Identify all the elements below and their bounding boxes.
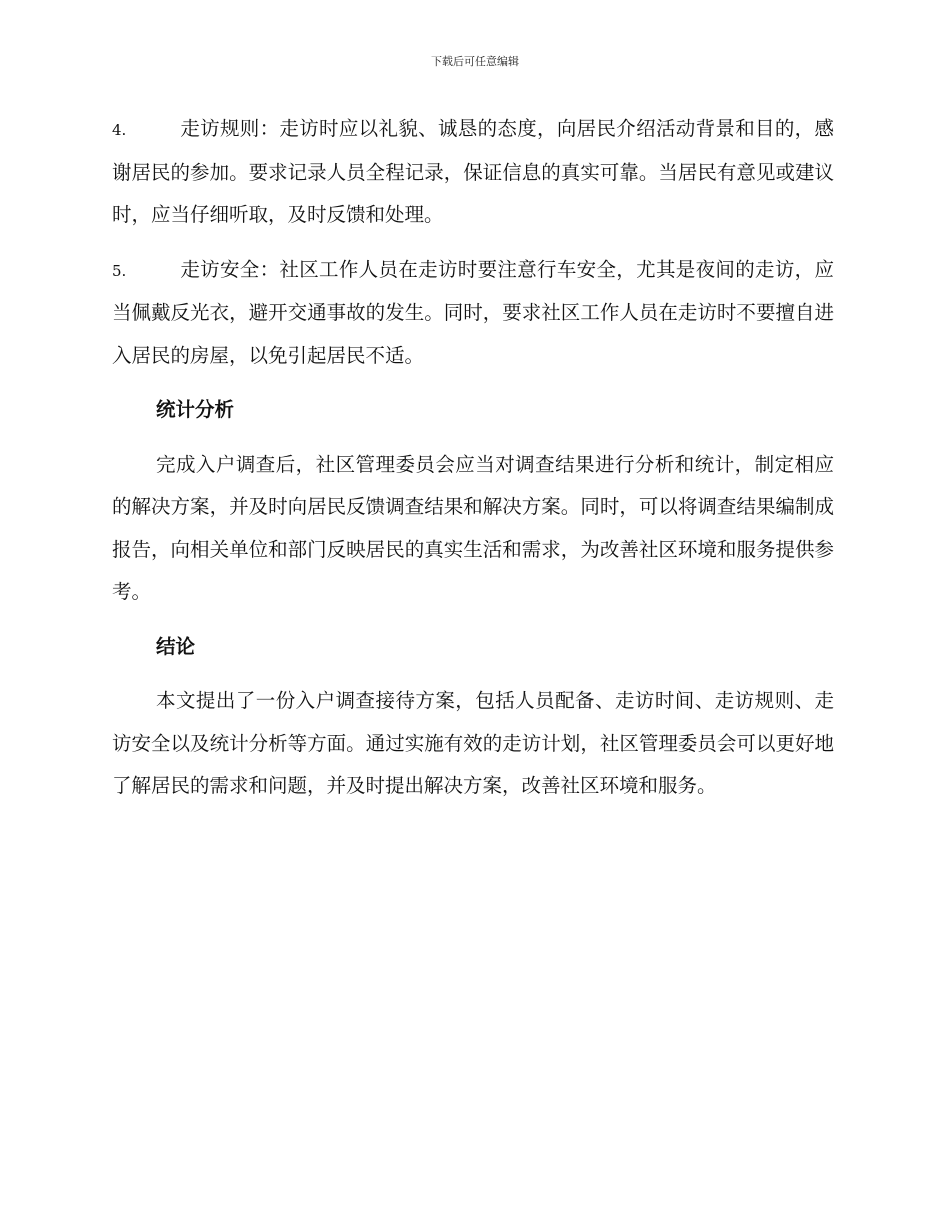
section-heading: 统计分析 [156, 398, 235, 421]
section-heading: 结论 [156, 634, 196, 658]
list-item-number: 4. [112, 121, 127, 139]
section-paragraph: 完成入户调查后，社区管理委员会应当对调查结果进行分析和统计，制定相应的解决方案，并及时向居民反馈调查结果和解决方案。同时，可以将调查结果编制成报告，向相关单位和部门反映居民的真实生活和需求，为改善社区环境和服务提供参考。 [112, 452, 834, 603]
list-item-number: 5. [112, 261, 127, 280]
list-item-text: 走访规则：走访时应以礼貌、诚恳的态度，向居民介绍活动背景和目的，感谢居民的参加。要求记录人员全程记录，保证信息的真实可靠。当居民有意见或建议时，应当仔细听取，及时反馈和处理。 [112, 117, 834, 226]
list-item [112, 249, 834, 378]
list-item [112, 108, 834, 237]
section-paragraph: 本文提出了一份入户调查接待方案，包括人员配备、走访时间、走访规则、走访安全以及统计分析等方面。通过实施有效的走访计划，社区管理委员会可以更好地了解居民的需求和问题，并及时提出解决方案，改善社区环境和服务。 [112, 689, 834, 797]
list-item-text: 走访安全：社区工作人员在走访时要注意行车安全，尤其是夜间的走访，应当佩戴反光衣，避开交通事故的发生。同时，要求社区工作人员在走访时不要擅自进入居民的房屋，以免引起居民不适。 [112, 257, 834, 367]
document-body [112, 108, 834, 808]
page-header: 下载后可任意编辑 [431, 55, 519, 68]
